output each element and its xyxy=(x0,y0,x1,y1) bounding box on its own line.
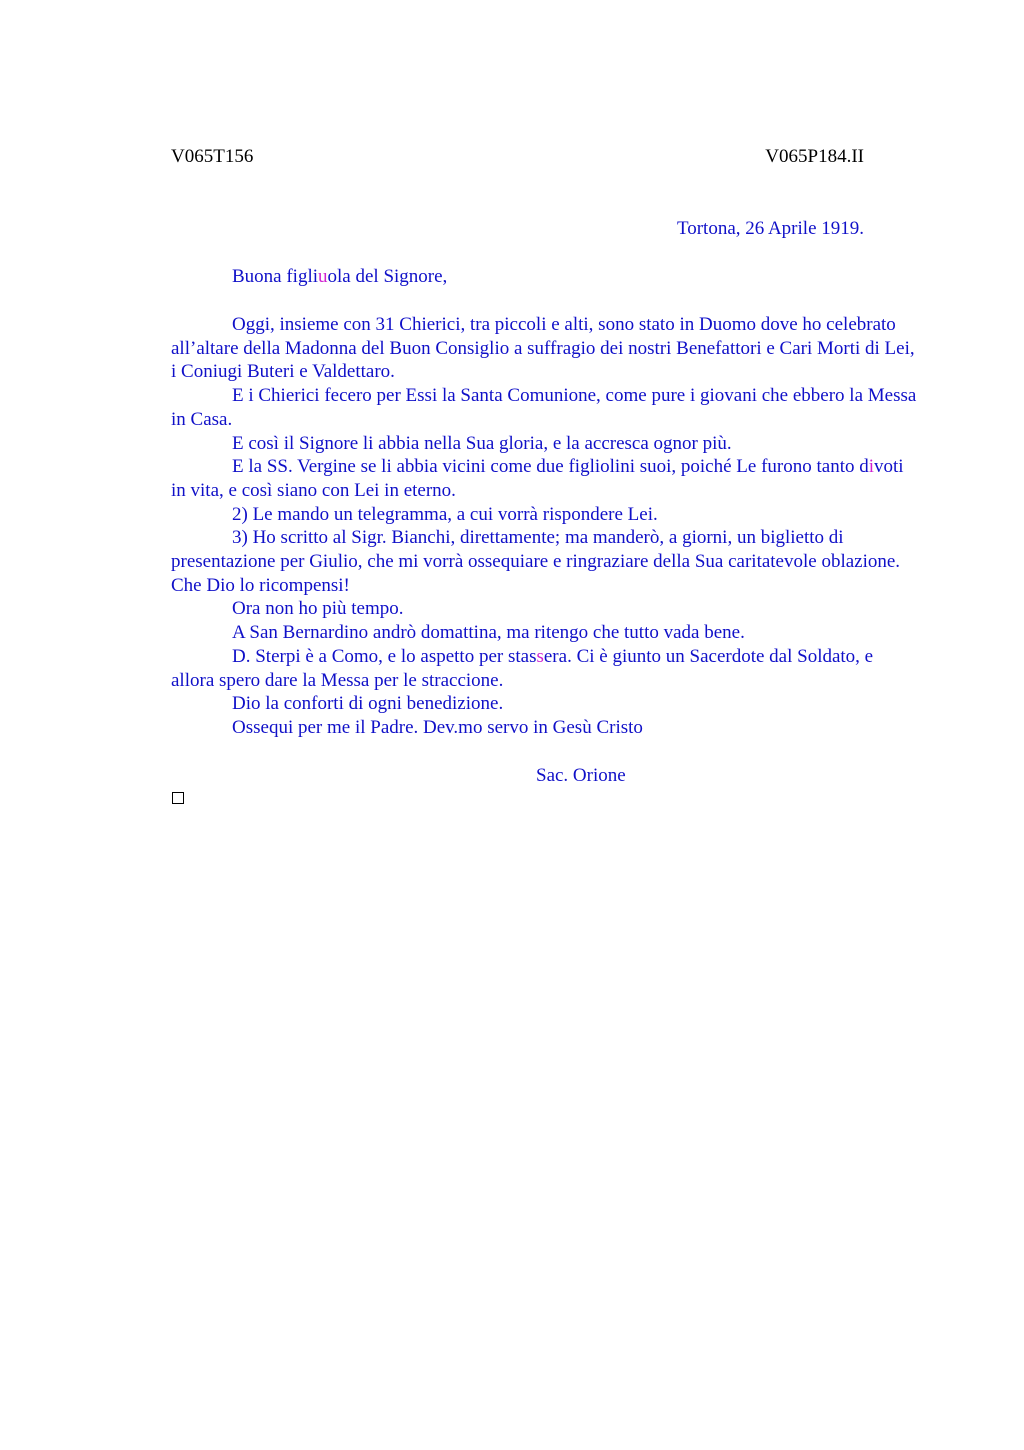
paragraph-communion: E i Chierici fecero per Essi la Santa Comunione, come pure i giovani che ebbero la Messa in Casa. xyxy=(171,385,917,430)
salutation-correction-mark: u xyxy=(318,266,328,287)
document-code-right: V065P184.II xyxy=(765,146,864,167)
paragraph-bianchi: 3) Ho scritto al Sigr. Bianchi, direttamente; ma manderò, a giorni, un biglietto di presentazione per Giulio, che mi vorrà ossequiare e ringraziare della Sua caritatevole oblazione. Che Dio lo ricompensi! xyxy=(171,527,901,596)
paragraph-sterpi-correction-mark: s xyxy=(536,645,544,667)
paragraph-virgin-correction-mark: i xyxy=(868,456,875,478)
paragraph-virgin-end: voti in vita, e così siano con Lei in eterno. xyxy=(171,456,904,501)
paragraph-sterpi xyxy=(171,645,921,692)
paragraph-sterpi-end: era. Ci è giunto un Sacerdote dal Soldato, e allora spero dare la Messa per le straccione. xyxy=(171,645,874,691)
letter-signature: Sac. Orione xyxy=(536,765,626,786)
document-code-left: V065T156 xyxy=(171,146,254,167)
paragraph-no-time: Ora non ho più tempo. xyxy=(232,598,404,620)
paragraph-sterpi-start: D. Sterpi è a Como, e lo aspetto per stas xyxy=(232,645,537,667)
paragraph-closing: Ossequi per me il Padre. Dev.mo servo in Gesù Cristo xyxy=(232,716,643,738)
paragraph-glory: E così il Signore li abbia nella Sua gloria, e la accresca ognor più. xyxy=(232,432,732,454)
salutation-text-end: ola del Signore, xyxy=(327,266,448,287)
paragraph-mass-celebration: Oggi, insieme con 31 Chierici, tra piccoli e alti, sono stato in Duomo dove ho celebrato all’altare della Madonna del Buon Consiglio a suffragio dei nostri Benefattori e Cari Morti di Lei, i Coniugi Buteri e Valdettaro. xyxy=(171,314,915,383)
paragraph-virgin xyxy=(171,455,921,502)
salutation-text-start: Buona figli xyxy=(232,266,319,287)
letter-salutation xyxy=(232,266,447,288)
paragraph-telegram: 2) Le mando un telegramma, a cui vorrà rispondere Lei. xyxy=(232,503,658,525)
paragraph-virgin-start: E la SS. Vergine se li abbia vicini come due figliolini suoi, poiché Le furono tanto d xyxy=(232,456,869,478)
paragraph-san-bernardino: A San Bernardino andrò domattina, ma ritengo che tutto vada bene. xyxy=(232,622,745,644)
paragraph-blessing: Dio la conforti di ogni benedizione. xyxy=(232,693,504,715)
end-of-document-box xyxy=(172,792,184,804)
letter-body xyxy=(171,313,921,740)
letter-date: Tortona, 26 Aprile 1919. xyxy=(676,218,864,239)
